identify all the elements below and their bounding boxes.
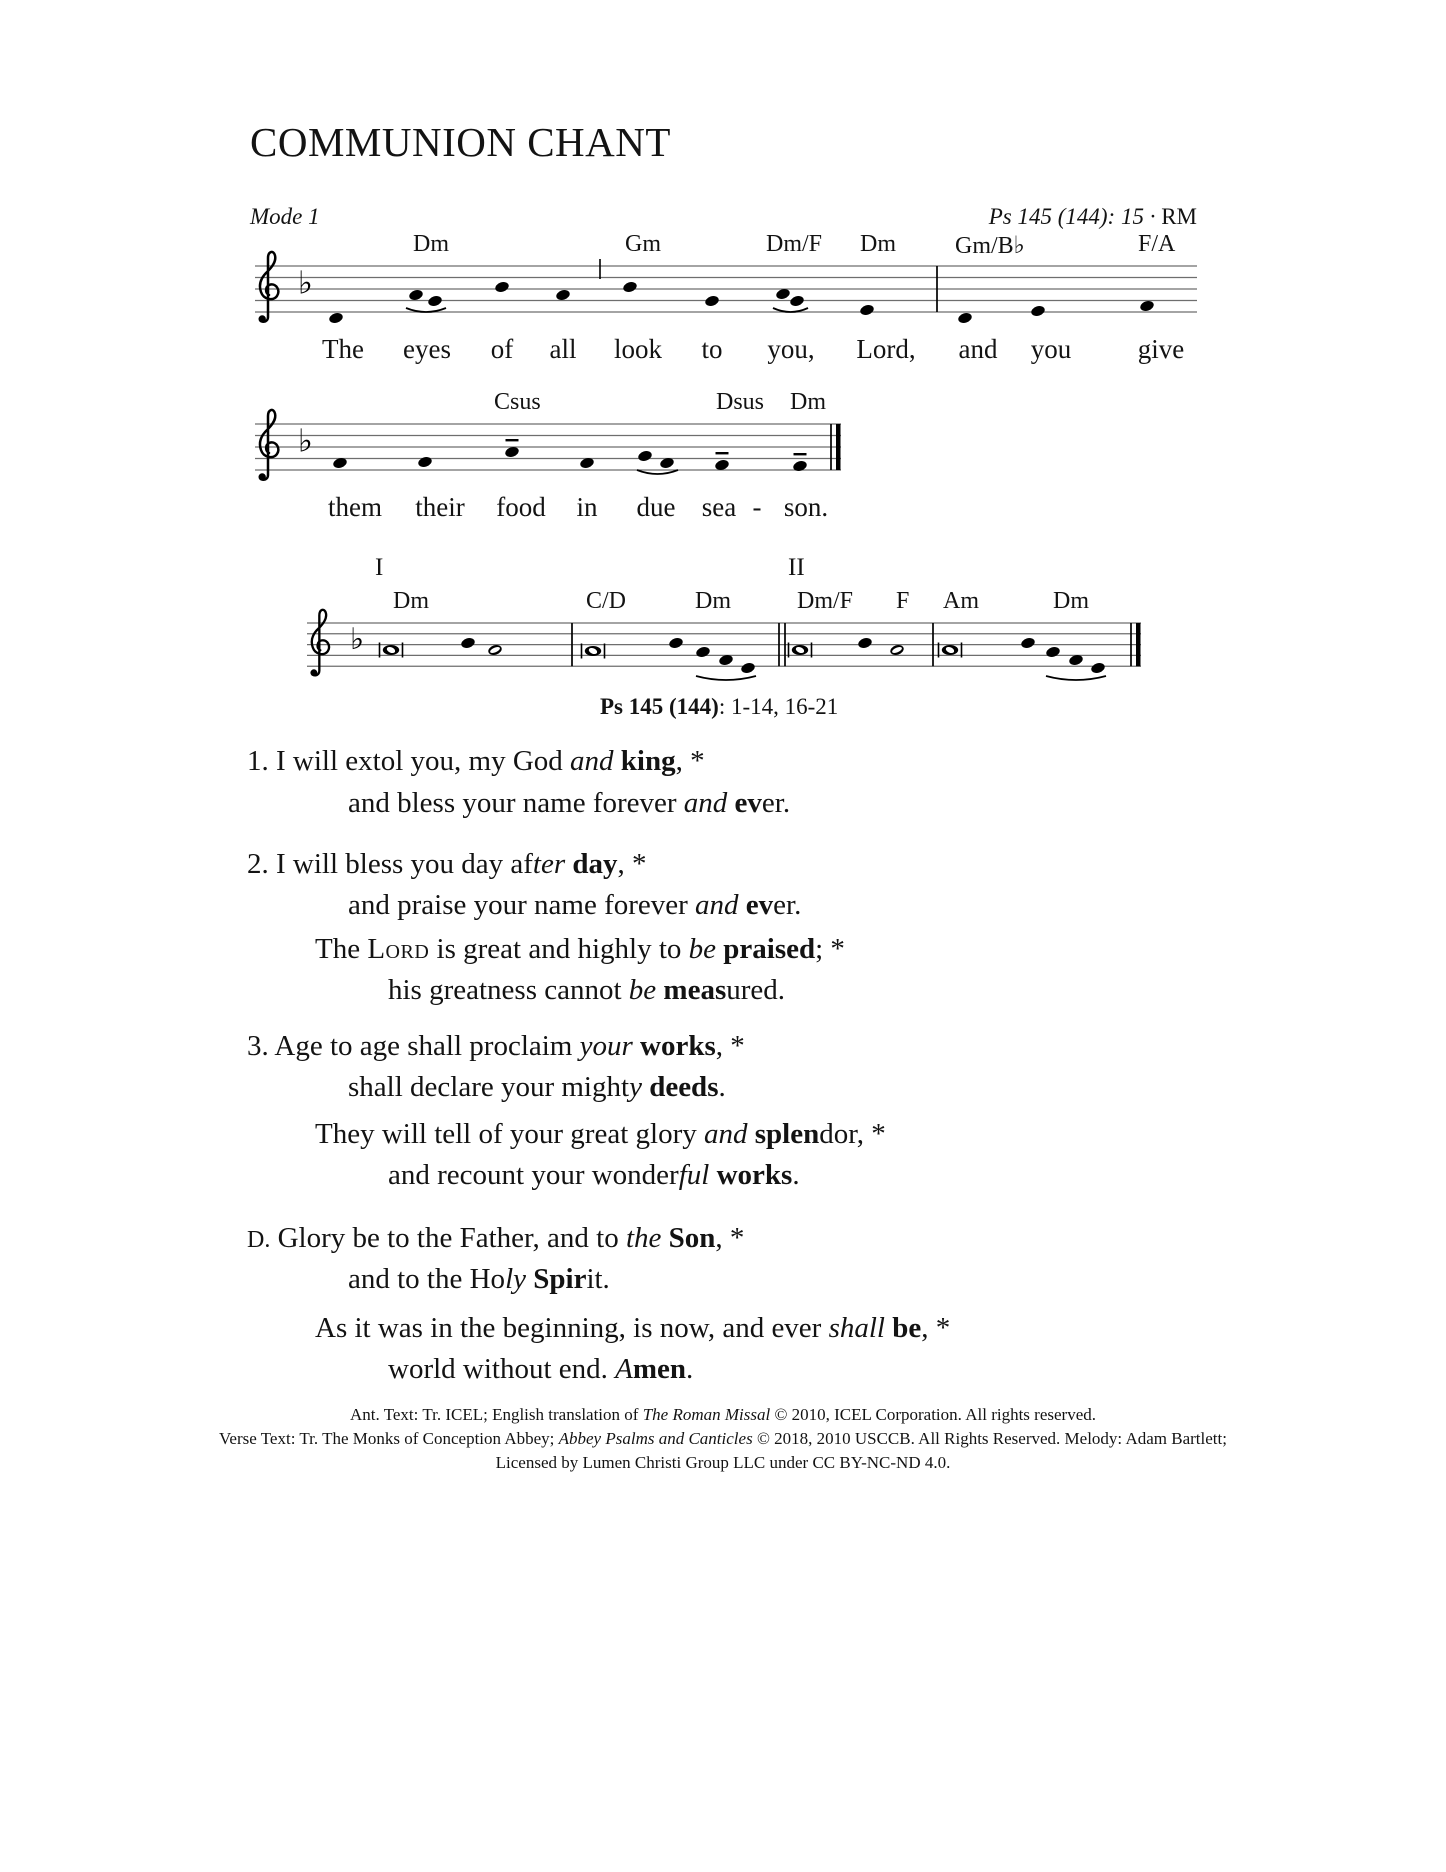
punctum-note [1020, 636, 1036, 649]
text-run: . [686, 1353, 694, 1385]
chord-label: Dm [790, 389, 826, 415]
text-run [614, 745, 621, 777]
staff-3 [307, 610, 1141, 680]
text-run: , * [921, 1312, 951, 1344]
page-title: COMMUNION CHANT [250, 119, 671, 165]
verse-1-line [348, 787, 790, 820]
text-run: and recount your wonder [388, 1159, 679, 1191]
text-run: and [570, 745, 614, 777]
text-run: and bless your name forever [348, 787, 684, 819]
lyric-syllable: look [613, 334, 663, 364]
text-run: dor, * [819, 1118, 886, 1150]
verse-4-line [348, 1263, 610, 1296]
text-run: deeds [649, 1071, 719, 1103]
text-run: king [620, 745, 676, 777]
punctum-note [555, 288, 571, 301]
lyric-syllable: you [1030, 334, 1072, 364]
text-run: shall declare your might [348, 1071, 630, 1103]
verse-2-line [315, 933, 845, 966]
text-run: , * [715, 1222, 745, 1254]
text-run: it. [586, 1263, 610, 1295]
text-run: 3. Age to age shall proclaim [247, 1030, 580, 1062]
text-run: A [615, 1353, 633, 1385]
text-run [709, 1159, 716, 1191]
text-run: ; * [815, 933, 845, 965]
punctum-note [740, 661, 756, 674]
chord-label: Dm [413, 231, 449, 257]
episema [506, 439, 519, 441]
verse-3-line [315, 1118, 886, 1151]
punctum-note [859, 303, 875, 316]
text-run: praised [723, 933, 816, 965]
text-run: Verse Text: Tr. The Monks of Conception Abbey; [219, 1429, 559, 1448]
verse-4-line [388, 1353, 693, 1386]
punctum-note [460, 636, 476, 649]
text-run [633, 1030, 640, 1062]
text-run: 2. I will bless you day af [247, 848, 533, 880]
text-run: Glory be to the Father, and to [270, 1222, 626, 1254]
punctum-note [1030, 304, 1046, 317]
verse-2-line [388, 974, 785, 1007]
chord-label: Dm/F [797, 588, 854, 614]
text-run: © 2010, ICEL Corporation. All rights reserved. [770, 1405, 1096, 1424]
lyric-syllable: Lord, [856, 334, 916, 364]
text-run: be [628, 974, 657, 1006]
text-run: and praise your name forever [348, 889, 696, 921]
text-run: splen [754, 1118, 820, 1150]
lyric-syllable: of [490, 334, 514, 364]
text-run: Spir [533, 1263, 587, 1295]
text-run: . [718, 1071, 726, 1103]
text-run: Ant. Text: Tr. ICEL; English translation of [350, 1405, 643, 1424]
text-run: Licensed by Lumen Christi Group LLC under CC BY-NC-ND 4.0. [495, 1453, 951, 1472]
text-run: is great and highly to [429, 933, 689, 965]
chord-label: Dm [1053, 588, 1089, 614]
text-run: er. [773, 889, 802, 921]
punctum-note [668, 636, 684, 649]
punctum-note [494, 280, 510, 293]
episema [716, 452, 729, 454]
punctum-note [408, 288, 424, 301]
text-run [747, 1118, 754, 1150]
psalm-verses-heading [600, 694, 838, 720]
text-run: , * [715, 1030, 745, 1062]
lyric-syllable: son. [783, 492, 829, 522]
lyric-syllable: and [958, 334, 998, 364]
psalm-verses-heading-citation: Ps 145 (144) [600, 694, 719, 719]
verse-4-line [247, 1222, 744, 1255]
text-run: , * [675, 745, 705, 777]
slur [1046, 676, 1106, 680]
text-run: © 2018, 2010 USCCB. All Rights Reserved. Melody: Adam Bartlett; [752, 1429, 1227, 1448]
flat-icon: ♭ [350, 622, 365, 658]
text-run: and [683, 787, 728, 819]
section-label: I [375, 554, 384, 581]
punctum-note [857, 636, 873, 649]
verse-1-line [247, 745, 705, 778]
punctum-note [1045, 645, 1061, 658]
chord-label: Dsus [716, 389, 765, 415]
text-run [727, 787, 734, 819]
text-run [739, 889, 746, 921]
verse-4-line [315, 1312, 950, 1345]
chord-label: Csus [494, 389, 541, 415]
lyric-syllable: due [636, 492, 676, 522]
psalm-verses-heading-range: : 1-14, 16-21 [718, 694, 839, 719]
text-run: world without end. [388, 1353, 616, 1385]
staff-1 [255, 252, 1197, 325]
text-run: Lord [367, 933, 430, 965]
lyric-syllable: their [415, 492, 465, 522]
punctum-note [1139, 299, 1155, 312]
text-run: Son [668, 1222, 716, 1254]
verse-3-line [247, 1030, 745, 1063]
lyric-syllable: eyes [403, 334, 451, 364]
chord-label: F [896, 588, 910, 614]
punctum-note [328, 311, 344, 324]
text-run: ev [734, 787, 762, 819]
punctum-note [957, 311, 973, 324]
punctum-note [695, 645, 711, 658]
text-run: shall [828, 1312, 885, 1344]
section-label: II [788, 554, 805, 581]
lyric-syllable: - [752, 492, 762, 522]
psalm-reference-separator: · [1143, 204, 1162, 229]
chord-label: Dm [393, 588, 429, 614]
text-run [661, 1222, 668, 1254]
punctum-note [622, 280, 638, 293]
text-run: 1. I will extol you, my God [247, 745, 571, 777]
flat-icon: ♭ [298, 265, 313, 302]
text-run: The [315, 933, 368, 965]
text-run: ful [678, 1159, 710, 1191]
chord-label: Dm/F [766, 231, 823, 257]
final-barline [1136, 623, 1141, 666]
punctum-note [427, 294, 443, 307]
chord-label: C/D [586, 588, 627, 614]
punctum-note [637, 449, 653, 462]
verse-2-line [247, 848, 647, 881]
lyric-syllable: sea [701, 492, 737, 522]
lyric-syllable: in [576, 492, 598, 522]
punctum-note [789, 294, 805, 307]
psalm-reference-source: RM [1161, 204, 1197, 229]
chord-label: F/A [1138, 231, 1176, 257]
lyric-syllable: to [701, 334, 723, 364]
footer-line [0, 1405, 1446, 1425]
text-run: ter [532, 848, 566, 880]
lyric-syllable: food [496, 492, 546, 522]
lyric-syllable: all [549, 334, 577, 364]
text-run: and [695, 889, 739, 921]
lyric-syllable: The [322, 334, 364, 364]
text-run: ev [745, 889, 774, 921]
text-run: ly [505, 1263, 526, 1295]
text-run: , * [617, 848, 647, 880]
chord-label: Am [943, 588, 979, 614]
chord-label: Gm [625, 231, 661, 257]
text-run: and to the Ho [348, 1263, 506, 1295]
text-run: works [640, 1030, 716, 1062]
text-run: men [632, 1353, 687, 1385]
chord-label: Dm [860, 231, 896, 257]
punctum-note [704, 294, 720, 307]
slur [696, 676, 756, 680]
text-run: be [892, 1312, 922, 1344]
verse-3-line [388, 1159, 800, 1192]
chord-label: Gm/B♭ [955, 233, 1025, 259]
footer-line [0, 1453, 1446, 1473]
text-run: meas [663, 974, 727, 1006]
text-run: y [629, 1071, 642, 1103]
footer-line [0, 1429, 1446, 1449]
staff-2 [255, 410, 841, 481]
psalm-reference-citation: Ps 145 (144): 15 [988, 204, 1144, 229]
text-run: The Roman Missal [642, 1405, 771, 1424]
text-run: er. [761, 787, 791, 819]
episema [794, 453, 807, 455]
punctum-note [1090, 661, 1106, 674]
text-run: D. [247, 1227, 271, 1253]
text-run: his greatness cannot [388, 974, 629, 1006]
verse-3-line [348, 1071, 726, 1104]
text-run: your [579, 1030, 633, 1062]
chord-label: Dm [695, 588, 731, 614]
text-run: the [625, 1222, 662, 1254]
text-run: and [703, 1118, 748, 1150]
lyric-syllable: you, [767, 334, 815, 364]
lyric-syllable: them [328, 492, 382, 522]
text-run: As it was in the beginning, is now, and ever [315, 1312, 829, 1344]
text-run: . [792, 1159, 800, 1191]
final-barline [836, 424, 841, 470]
lyric-syllable: give [1137, 334, 1185, 364]
text-run: be [688, 933, 717, 965]
verse-2-line [348, 889, 801, 922]
flat-icon: ♭ [298, 423, 313, 460]
mode-label: Mode 1 [250, 204, 320, 229]
punctum-note [417, 455, 433, 468]
text-run: ured. [726, 974, 786, 1006]
text-run: Abbey Psalms and Canticles [558, 1429, 753, 1448]
text-run: day [572, 848, 618, 880]
text-run: They will tell of your great glory [315, 1118, 704, 1150]
text-run: works [716, 1159, 793, 1191]
